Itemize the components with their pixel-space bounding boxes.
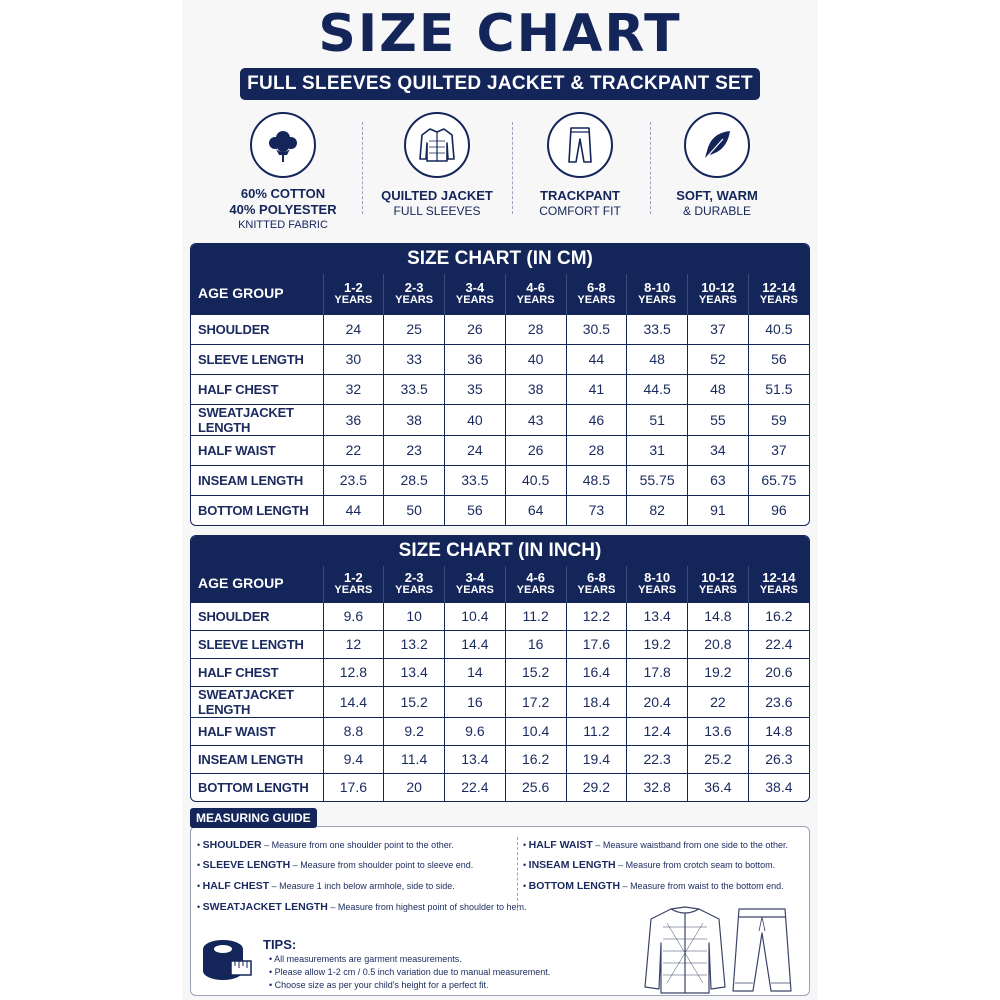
jacket-icon [404,112,470,178]
years-label: YEARS [395,293,434,306]
age-column-header [505,274,566,314]
measurement-value: 17.2 [505,686,566,717]
measurement-value: 51.5 [748,374,809,404]
feather-icon [684,112,750,178]
years-label: YEARS [577,293,616,306]
measurement-value: 9.6 [445,717,506,745]
measurement-label: SHOULDER [191,314,323,344]
measurement-value: 82 [627,495,688,525]
measurement-value: 30.5 [566,314,627,344]
guide-item-inseam: • INSEAM LENGTH – Measure from crotch seam to bottom. [523,859,776,871]
measurement-value: 9.2 [384,717,445,745]
measurement-value: 23 [384,435,445,465]
feature-jacket [362,108,512,219]
measurement-value: 14.4 [445,630,506,658]
table-row [191,602,809,630]
measurement-value: 23.6 [748,686,809,717]
measurement-value: 22.4 [445,773,506,801]
measurement-value: 16 [445,686,506,717]
table-row [191,495,809,525]
measurement-label: INSEAM LENGTH [191,745,323,773]
years-label: YEARS [516,583,555,596]
measurement-value: 36.4 [688,773,749,801]
measurement-value: 10 [384,602,445,630]
jacket-illustration [645,907,725,993]
measurement-value: 13.4 [445,745,506,773]
measurement-value: 56 [445,495,506,525]
measurement-value: 40.5 [748,314,809,344]
measurement-label: SHOULDER [191,602,323,630]
measurement-value: 34 [688,435,749,465]
age-column-header [688,566,749,602]
age-range: 6-8 [586,569,606,585]
measurement-value: 50 [384,495,445,525]
measurement-value: 35 [445,374,506,404]
guide-item-chest: • HALF CHEST – Measure 1 inch below armhole, side to side. [197,880,455,892]
measurement-value: 20.6 [748,658,809,686]
measurement-value: 13.6 [688,717,749,745]
measurement-value: 37 [748,435,809,465]
measurement-value: 14.4 [323,686,384,717]
measurement-value: 41 [566,374,627,404]
age-column-header [445,274,506,314]
table-row [191,773,809,801]
product-subtitle: FULL SLEEVES QUILTED JACKET & TRACKPANT SET [240,68,760,100]
measurement-value: 59 [748,404,809,435]
age-range: 1-2 [343,279,363,295]
measurement-value: 38.4 [748,773,809,801]
guide-item-sleeve: • SLEEVE LENGTH – Measure from shoulder point to sleeve end. [197,859,474,871]
measurement-value: 22 [688,686,749,717]
age-column-header [505,566,566,602]
guide-item-shoulder: • SHOULDER – Measure from one shoulder point to the other. [197,839,454,851]
measurement-value: 14 [445,658,506,686]
years-label: YEARS [698,583,737,596]
measurement-label: SWEATJACKET LENGTH [191,404,323,435]
measurement-value: 44 [323,495,384,525]
measurement-label: BOTTOM LENGTH [191,495,323,525]
table-row [191,717,809,745]
feature-jacket-line3: FULL SLEEVES [393,204,481,218]
feature-jacket-line1: QUILTED JACKET [381,188,493,203]
measurement-value: 25.6 [505,773,566,801]
age-group-header: AGE GROUP [191,566,323,602]
tips-list [269,953,550,992]
measurement-label: SWEATJACKET LENGTH [191,686,323,717]
measurement-value: 63 [688,465,749,495]
measurement-value: 28 [505,314,566,344]
measurement-value: 9.4 [323,745,384,773]
measurement-label: HALF WAIST [191,435,323,465]
measurement-value: 17.8 [627,658,688,686]
age-column-header [384,566,445,602]
age-column-header [748,566,809,602]
feature-fabric-line1: 60% COTTON [240,186,326,201]
table-row [191,658,809,686]
age-range: 8-10 [644,279,671,295]
age-column-header [323,566,384,602]
age-range: 12-14 [762,569,796,585]
measurement-value: 19.2 [627,630,688,658]
size-table-inch [190,535,810,802]
measuring-tape-icon [201,937,253,988]
measurement-value: 33.5 [627,314,688,344]
measurement-value: 40.5 [505,465,566,495]
feature-trackpant [505,108,655,219]
measurement-value: 30 [323,344,384,374]
measurement-value: 46 [566,404,627,435]
measurement-value: 40 [445,404,506,435]
measurement-value: 16.4 [566,658,627,686]
measurement-value: 28.5 [384,465,445,495]
divider [517,837,518,911]
measurement-label: INSEAM LENGTH [191,465,323,495]
measurement-value: 16 [505,630,566,658]
measurement-label: HALF WAIST [191,717,323,745]
measurement-value: 44.5 [627,374,688,404]
measurement-value: 36 [323,404,384,435]
table-cm-title: SIZE CHART (IN CM) [191,244,809,274]
years-label: YEARS [698,293,737,306]
measurement-value: 12.4 [627,717,688,745]
measuring-guide-title: MEASURING GUIDE [190,808,317,828]
age-range: 4-6 [526,569,546,585]
measurement-value: 19.2 [688,658,749,686]
measurement-value: 91 [688,495,749,525]
years-label: YEARS [455,293,494,306]
measurement-value: 64 [505,495,566,525]
table-row [191,374,809,404]
measurement-value: 18.4 [566,686,627,717]
measurement-value: 16.2 [505,745,566,773]
guide-term: SWEATJACKET LENGTH [202,901,328,913]
measurement-value: 15.2 [505,658,566,686]
measurement-value: 32 [323,374,384,404]
age-column-header [445,566,506,602]
garment-illustration [623,903,807,1000]
measurement-value: 48.5 [566,465,627,495]
table-inch-title: SIZE CHART (IN INCH) [191,536,809,566]
age-range: 3-4 [465,569,485,585]
age-column-header [384,274,445,314]
measurement-value: 13.4 [627,602,688,630]
age-range: 10-12 [701,279,735,295]
age-range: 12-14 [762,279,796,295]
guide-item-bottom: • BOTTOM LENGTH – Measure from waist to the bottom end. [523,880,784,892]
cm-table [191,274,809,525]
measurement-value: 36 [445,344,506,374]
age-group-header: AGE GROUP [191,274,323,314]
guide-item-waist: • HALF WAIST – Measure waistband from one side to the other. [523,839,788,851]
tips-title: TIPS: [263,937,297,952]
years-label: YEARS [759,293,798,306]
measurement-value: 11.4 [384,745,445,773]
guide-desc: Measure from waist to the bottom end. [630,881,784,891]
measurement-value: 19.4 [566,745,627,773]
measurement-label: HALF CHEST [191,658,323,686]
measurement-label: SLEEVE LENGTH [191,630,323,658]
feature-row [182,108,818,236]
table-row [191,314,809,344]
measurement-value: 24 [323,314,384,344]
measurement-value: 48 [688,374,749,404]
measurement-value: 22 [323,435,384,465]
feature-trackpant-line1: TRACKPANT [540,188,620,203]
measurement-value: 14.8 [748,717,809,745]
table-row [191,686,809,717]
size-table-cm [190,243,810,526]
feature-trackpant-line3: COMFORT FIT [539,204,621,218]
measurement-value: 33 [384,344,445,374]
age-range: 2-3 [404,569,424,585]
measurement-value: 52 [688,344,749,374]
guide-desc: Measure from one shoulder point to the other. [271,840,454,850]
years-label: YEARS [455,583,494,596]
tip-item: • Choose size as per your child's height for a perfect fit. [269,979,550,992]
age-column-header [688,274,749,314]
years-label: YEARS [759,583,798,596]
table-row [191,435,809,465]
feature-fabric [208,108,358,233]
measurement-value: 55.75 [627,465,688,495]
measurement-value: 38 [384,404,445,435]
years-label: YEARS [334,293,373,306]
measurement-value: 15.2 [384,686,445,717]
years-label: YEARS [334,583,373,596]
guide-desc: Measure from highest point of shoulder to hem. [337,902,527,912]
measurement-value: 32.8 [627,773,688,801]
table-row [191,630,809,658]
measurement-value: 11.2 [505,602,566,630]
measurement-value: 44 [566,344,627,374]
measurement-value: 43 [505,404,566,435]
measurement-value: 56 [748,344,809,374]
age-range: 1-2 [343,569,363,585]
measurement-value: 14.8 [688,602,749,630]
measurement-value: 26 [505,435,566,465]
measurement-value: 12.2 [566,602,627,630]
measuring-guide [190,826,810,996]
measurement-value: 65.75 [748,465,809,495]
guide-desc: Measure from crotch seam to bottom. [625,860,776,870]
guide-term: HALF CHEST [202,880,270,892]
measurement-value: 37 [688,314,749,344]
feature-comfort-line3: & DURABLE [682,204,752,218]
measurement-value: 28 [566,435,627,465]
measurement-value: 10.4 [445,602,506,630]
guide-desc: Measure from shoulder point to sleeve end. [300,860,474,870]
measurement-value: 51 [627,404,688,435]
guide-term: HALF WAIST [528,839,593,851]
measurement-value: 26.3 [748,745,809,773]
measurement-value: 13.2 [384,630,445,658]
trackpant-icon [547,112,613,178]
age-column-header [566,274,627,314]
measurement-value: 33.5 [384,374,445,404]
measurement-value: 31 [627,435,688,465]
measurement-value: 29.2 [566,773,627,801]
age-column-header [323,274,384,314]
trackpant-illustration [733,909,791,991]
measurement-value: 22.4 [748,630,809,658]
age-range: 6-8 [586,279,606,295]
guide-term: BOTTOM LENGTH [528,880,621,892]
age-range: 3-4 [465,279,485,295]
cotton-icon [250,112,316,178]
years-label: YEARS [395,583,434,596]
size-chart-page [182,0,818,1000]
feature-fabric-line2: 40% POLYESTER [229,202,337,217]
measurement-value: 20 [384,773,445,801]
measurement-value: 55 [688,404,749,435]
measurement-value: 17.6 [566,630,627,658]
measurement-value: 13.4 [384,658,445,686]
measurement-value: 48 [627,344,688,374]
measurement-value: 23.5 [323,465,384,495]
feature-fabric-line3: KNITTED FABRIC [238,219,328,231]
measurement-value: 33.5 [445,465,506,495]
table-row [191,404,809,435]
measurement-label: BOTTOM LENGTH [191,773,323,801]
guide-desc: Measure waistband from one side to the other. [602,840,788,850]
inch-table [191,566,809,801]
measurement-label: SLEEVE LENGTH [191,344,323,374]
measurement-value: 22.3 [627,745,688,773]
measurement-value: 10.4 [505,717,566,745]
measurement-value: 38 [505,374,566,404]
guide-term: SHOULDER [202,839,262,851]
measurement-value: 25.2 [688,745,749,773]
guide-desc: Measure 1 inch below armhole, side to side. [279,881,455,891]
age-column-header [748,274,809,314]
guide-item-jacket-length: • SWEATJACKET LENGTH – Measure from highest point of shoulder to hem. [197,901,527,913]
measurement-value: 12.8 [323,658,384,686]
page-title: SIZE CHART [318,4,682,64]
feature-comfort-line1: SOFT, WARM [676,188,758,203]
table-row [191,745,809,773]
measurement-value: 20.4 [627,686,688,717]
guide-term: SLEEVE LENGTH [202,859,291,871]
measurement-value: 8.8 [323,717,384,745]
table-row [191,465,809,495]
measurement-value: 9.6 [323,602,384,630]
guide-term: INSEAM LENGTH [528,859,616,871]
measurement-value: 16.2 [748,602,809,630]
measurement-value: 11.2 [566,717,627,745]
age-column-header [566,566,627,602]
measurement-value: 20.8 [688,630,749,658]
age-range: 2-3 [404,279,424,295]
tip-item: • All measurements are garment measurements. [269,953,550,966]
age-column-header [627,274,688,314]
feature-comfort [642,108,792,219]
measurement-value: 73 [566,495,627,525]
measurement-label: HALF CHEST [191,374,323,404]
years-label: YEARS [577,583,616,596]
table-row [191,344,809,374]
age-range: 10-12 [701,569,735,585]
age-range: 8-10 [644,569,671,585]
tip-item: • Please allow 1-2 cm / 0.5 inch variation due to manual measurement. [269,966,550,979]
years-label: YEARS [516,293,555,306]
age-column-header [627,566,688,602]
measurement-value: 24 [445,435,506,465]
years-label: YEARS [638,293,677,306]
years-label: YEARS [638,583,677,596]
measurement-value: 96 [748,495,809,525]
age-range: 4-6 [526,279,546,295]
measurement-value: 12 [323,630,384,658]
measurement-value: 26 [445,314,506,344]
measurement-value: 17.6 [323,773,384,801]
measurement-value: 40 [505,344,566,374]
measurement-value: 25 [384,314,445,344]
